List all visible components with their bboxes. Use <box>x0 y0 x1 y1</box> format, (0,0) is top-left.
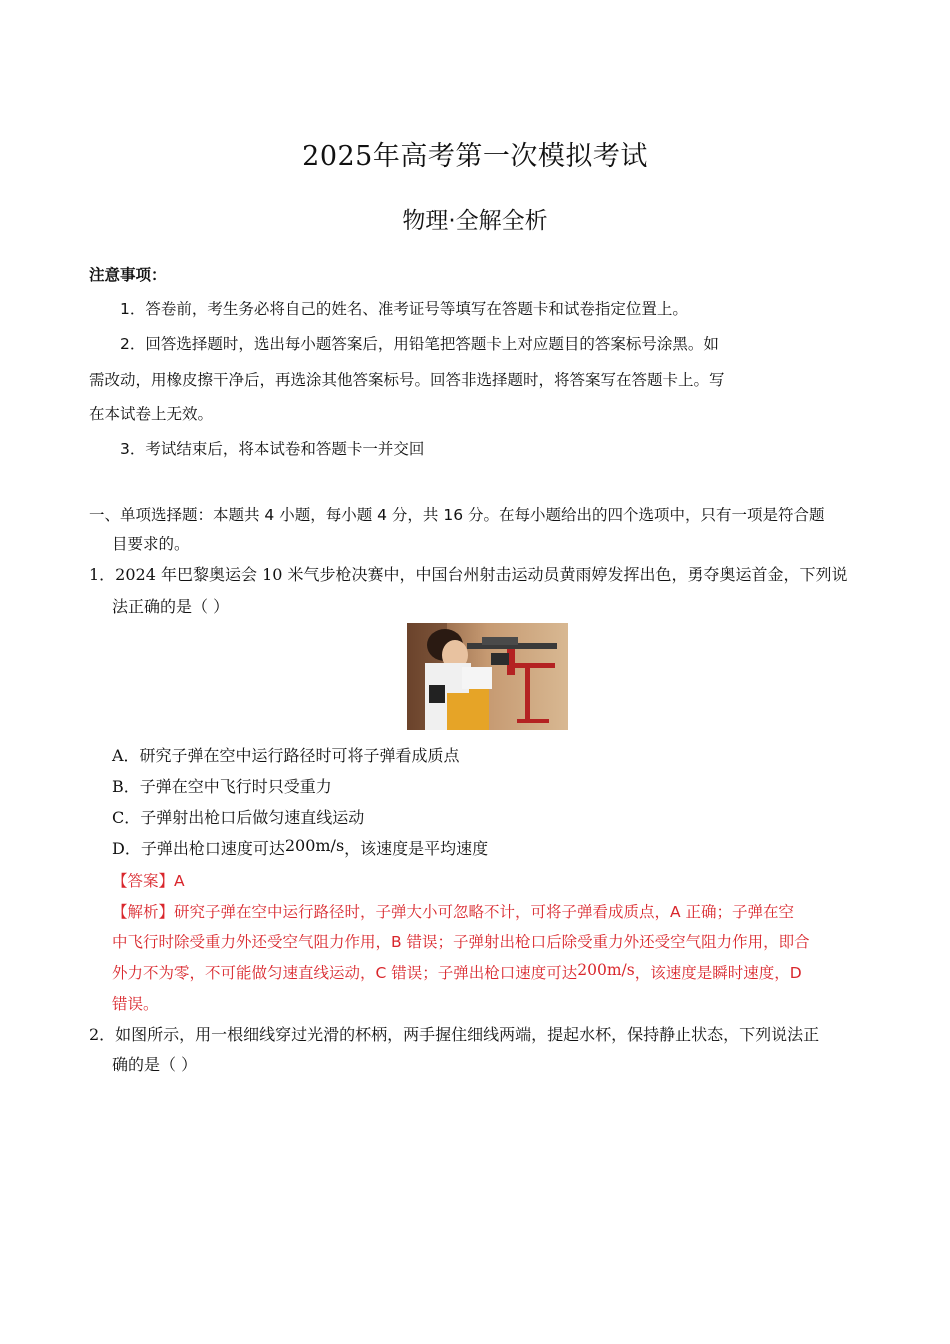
analysis-line-3-text: 外力不为零，不可能做匀速直线运动，C 错误；子弹出枪口速度可达 <box>112 964 578 982</box>
shooter-illustration <box>407 623 568 730</box>
notice-heading: 注意事项： <box>89 266 167 284</box>
question-1-stem-line-2: 法正确的是（ ） <box>112 597 230 616</box>
analysis-line-3-tail: ，该速度是瞬时速度，D <box>634 964 802 982</box>
section-heading-line-2: 目要求的。 <box>112 535 190 553</box>
option-d-tail: ，该速度是平均速度 <box>344 839 489 858</box>
analysis-line-2: 中飞行时除受重力外还受空气阻力作用，B 错误；子弹射出枪口后除受重力外还受空气阻力作用，即合 <box>112 933 810 951</box>
analysis-line-1: 【解析】研究子弹在空中运行路径时，子弹大小可忽略不计，可将子弹看成质点，A 正确；子弹在空 <box>112 903 795 921</box>
question-2-stem-line-1: 2．如图所示，用一根细线穿过光滑的杯柄，两手握住细线两端，提起水杯，保持静止状态，下列说法正 <box>89 1025 820 1044</box>
question-1-stem-line-1: 1．2024 年巴黎奥运会 10 米气步枪决赛中，中国台州射击运动员黄雨婷发挥出色，勇夺奥运首金，下列说 <box>89 565 848 584</box>
page-subtitle: 物理·全解全析 <box>402 208 548 234</box>
option-b: B．子弹在空中飞行时只受重力 <box>112 777 332 796</box>
option-d-text: D．子弹出枪口速度可达 <box>112 839 285 858</box>
analysis-line-4: 错误。 <box>112 995 159 1013</box>
page-title: 2025年高考第一次模拟考试 <box>302 141 648 172</box>
analysis-line-3 <box>112 961 802 983</box>
section-heading-line-1: 一、单项选择题：本题共 4 小题，每小题 4 分，共 16 分。在每小题给出的四个选项中，只有一项是符合题 <box>89 506 825 524</box>
option-d <box>112 836 488 859</box>
option-d-speed: 200m/s <box>284 836 345 855</box>
notice-item-3: 3．考试结束后，将本试卷和答题卡一并交回 <box>120 440 425 458</box>
option-a: A．研究子弹在空中运行路径时可将子弹看成质点 <box>112 746 460 765</box>
question-2-stem-line-2: 确的是（ ） <box>112 1055 198 1074</box>
notice-item-2-line-3: 在本试卷上无效。 <box>89 405 214 423</box>
answer-label: 【答案】A <box>112 872 185 890</box>
notice-item-1: 1．答卷前，考生务必将自己的姓名、准考证号等填写在答题卡和试卷指定位置上。 <box>120 300 688 318</box>
option-c: C．子弹射出枪口后做匀速直线运动 <box>112 808 365 827</box>
notice-item-2-line-2: 需改动，用橡皮擦干净后，再选涂其他答案标号。回答非选择题时，将答案写在答题卡上。写 <box>89 371 725 389</box>
shooter-photo <box>407 623 568 730</box>
analysis-speed: 200m/s <box>577 961 635 979</box>
notice-item-2-line-1: 2．回答选择题时，选出每小题答案后，用铅笔把答题卡上对应题目的答案标号涂黑。如 <box>120 335 719 353</box>
